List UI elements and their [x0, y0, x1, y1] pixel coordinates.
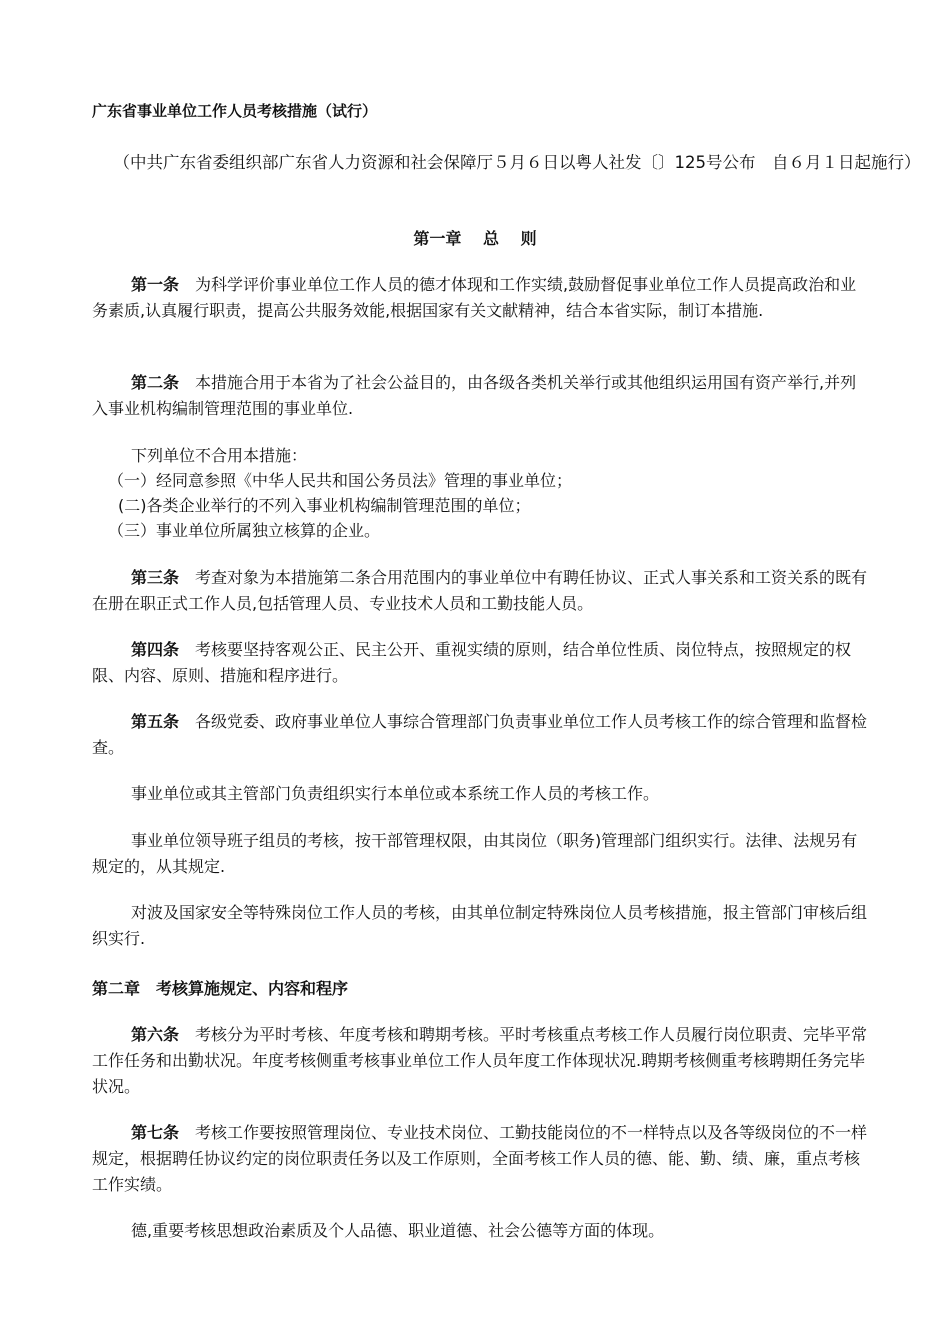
article-2-text: 本措施合用于本省为了社会公益目的，由各级各类机关举行或其他组织运用国有资产举行,并列入事业机构编制管理范围的事业单位.	[92, 373, 857, 418]
article-5-text: 各级党委、政府事业单位人事综合管理部门负责事业单位工作人员考核工作的综合管理和监督检查。	[92, 712, 868, 757]
article-3	[92, 565, 872, 617]
article-6-label: 第六条	[131, 1025, 180, 1044]
exclusion-intro: 下列单位不合用本措施：	[131, 446, 308, 465]
article-7-paragraph-2: 德,重要考核思想政治素质及个人品德、职业道德、社会公德等方面的体现。	[131, 1221, 665, 1240]
article-3-label: 第三条	[131, 568, 180, 587]
article-2	[92, 370, 872, 422]
article-1	[92, 272, 872, 324]
article-1-text: 为科学评价事业单位工作人员的德才体现和工作实绩,鼓励督促事业单位工作人员提高政治和业务素质,认真履行职责，提高公共服务效能,根据国家有关文献精神，结合本省实际，制订本措施.	[92, 275, 857, 320]
chapter-1-heading: 第一章 总 则	[413, 229, 537, 248]
article-6	[92, 1022, 872, 1100]
article-6-text: 考核分为平时考核、年度考核和聘期考核。平时考核重点考核工作人员履行岗位职责、完毕平常工作任务和出勤状况。年度考核侧重考核事业单位工作人员年度工作体现状况.聘期考核侧重考核聘期任务完毕状况。	[92, 1025, 868, 1096]
exclusion-item-2: (二)各类企业举行的不列入事业机构编制管理范围的单位；	[118, 496, 531, 515]
article-4-text: 考核要坚持客观公正、民主公开、重视实绩的原则，结合单位性质、岗位特点，按照规定的权限、内容、原则、措施和程序进行。	[92, 640, 852, 685]
article-7-label: 第七条	[131, 1123, 180, 1142]
chapter-2-heading: 第二章 考核算施规定、内容和程序	[92, 979, 349, 998]
exclusion-item-1: （一）经同意参照《中华人民共和国公务员法》管理的事业单位；	[108, 471, 573, 490]
document-title: 广东省事业单位工作人员考核措施（试行）	[92, 102, 378, 120]
article-3-text: 考查对象为本措施第二条合用范围内的事业单位中有聘任协议、正式人事关系和工资关系的既有在册在职正式工作人员,包括管理人员、专业技术人员和工勤技能人员。	[92, 568, 868, 613]
article-4-label: 第四条	[131, 640, 180, 659]
article-5-paragraph-4: 对波及国家安全等特殊岗位工作人员的考核，由其单位制定特殊岗位人员考核措施，报主管部门审核后组织实行.	[92, 903, 868, 948]
article-4	[92, 637, 872, 689]
article-5-paragraph-3: 事业单位领导班子组员的考核，按干部管理权限，由其岗位（职务)管理部门组织实行。法律、法规另有规定的，从其规定.	[92, 831, 858, 876]
article-7	[92, 1120, 872, 1198]
article-7-text: 考核工作要按照管理岗位、专业技术岗位、工勤技能岗位的不一样特点以及各等级岗位的不一样规定，根据聘任协议约定的岗位职责任务以及工作原则，全面考核工作人员的德、能、勤、绩、廉，重点考核工作实绩。	[92, 1123, 868, 1194]
article-5-paragraph-2: 事业单位或其主管部门负责组织实行本单位或本系统工作人员的考核工作。	[131, 784, 660, 803]
exclusion-item-3: （三）事业单位所属独立核算的企业。	[108, 521, 381, 540]
article-5	[92, 709, 872, 761]
article-2-label: 第二条	[131, 373, 180, 392]
article-1-label: 第一条	[131, 275, 180, 294]
publication-source: （中共广东省委组织部广东省人力资源和社会保障厅５月６日以粤人社发〔〕125号公布 自６月１日起施行）	[113, 153, 921, 172]
article-5-label: 第五条	[131, 712, 180, 731]
